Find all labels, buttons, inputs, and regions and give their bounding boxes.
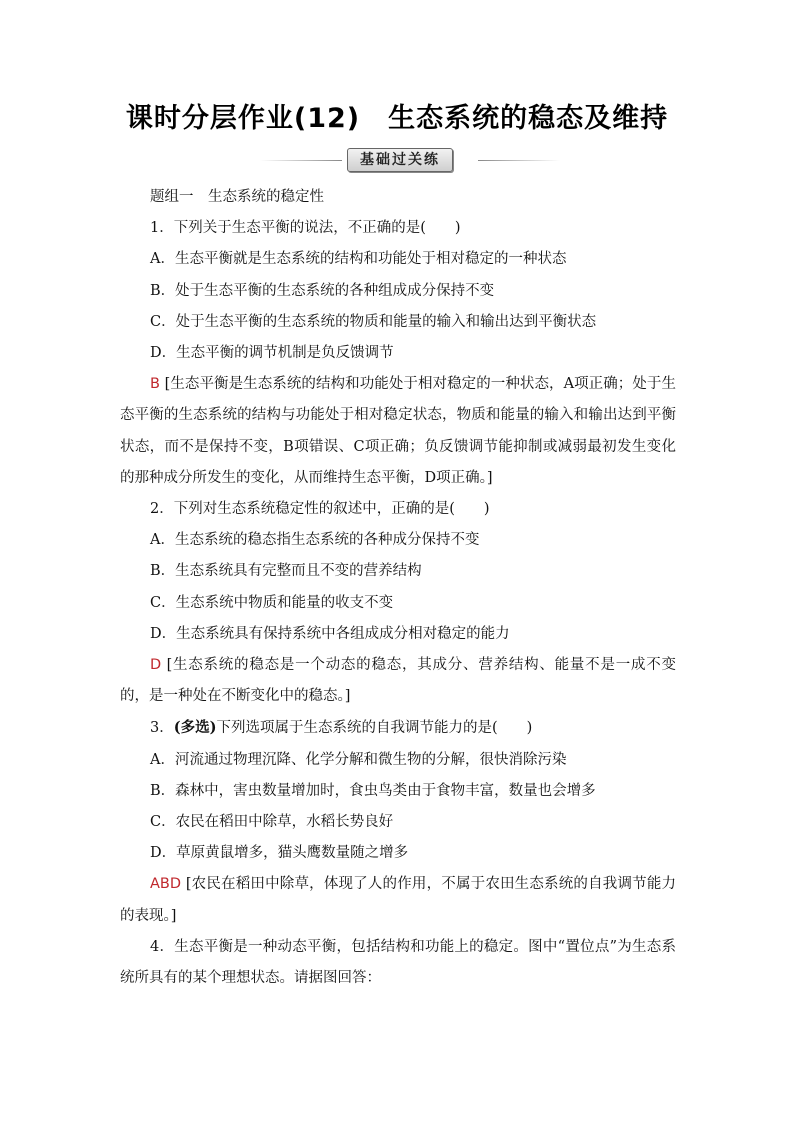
question-3-option-d: D．草原黄鼠增多，猫头鹰数量随之增多 [150,845,409,862]
question-3-stem [120,712,676,744]
question-2-stem: 2．下列对生态系统稳定性的叙述中，正确的是( ) [150,501,490,518]
section-banner [260,146,560,174]
question-3-answer-block [120,869,676,931]
divider-left [260,160,342,161]
question-1-answer: B [150,376,160,393]
worksheet-content [120,182,676,994]
question-2-answer: D [150,657,162,674]
question-3-option-b: B．森林中，害虫数量增加时，食虫鸟类由于食物丰富，数量也会增多 [150,782,596,799]
divider-right [478,160,560,161]
question-3-explanation: [农民在稻田中除草，体现了人的作用，不属于农田生态系统的自我调节能力的表现。] [120,876,677,924]
section-badge: 基础过关练 [347,148,453,172]
question-1-explanation: [生态平衡是生态系统的结构和功能处于相对稳定的一种状态，A项正确；处于生态平衡的生态系统的结构与功能处于相对稳定状态，物质和能量的输入和输出达到平衡状态，而不是保持不变，B项错误、C项正确；负反馈调节能抑制或减弱最初发生变化的那种成分所发生的变化，从而维持生态平衡，D项正确。] [120,376,676,486]
question-3-answer: ABD [150,876,182,893]
question-3-stem-text: 下列选项属于生态系统的自我调节能力的是( ) [216,720,533,737]
page-title: 课时分层作业(12) 生态系统的稳态及维持 [125,103,669,134]
question-1-answer-block [120,369,676,494]
question-1-option-c: C．处于生态平衡的生态系统的物质和能量的输入和输出达到平衡状态 [150,313,597,330]
question-2-answer-block [120,650,676,712]
question-1-stem: 1．下列关于生态平衡的说法，不正确的是( ) [150,220,461,237]
question-3-multi-tag: (多选) [173,719,217,737]
question-1-option-d: D．生态平衡的调节机制是负反馈调节 [150,345,394,362]
question-4-stem: 4．生态平衡是一种动态平衡，包括结构和功能上的稳定。图中“置位点”为生态系统所具有的某个理想状态。请据图回答： [120,938,676,987]
question-3-option-a: A．河流通过物理沉降、化学分解和微生物的分解，很快消除污染 [150,751,567,768]
group-heading: 题组一 生态系统的稳定性 [150,189,324,205]
question-2-option-d: D．生态系统具有保持系统中各组成成分相对稳定的能力 [150,625,510,642]
question-2-explanation: [生态系统的稳态是一个动态的稳态，其成分、营养结构、能量不是一成不变的，是一种处在不断变化中的稳态。] [120,657,677,705]
question-3-number: 3． [150,720,174,737]
question-2-option-a: A．生态系统的稳态指生态系统的各种成分保持不变 [150,532,480,549]
question-2-option-c: C．生态系统中物质和能量的收支不变 [150,594,394,611]
question-3-option-c: C．农民在稻田中除草，水稻长势良好 [150,814,394,831]
question-2-option-b: B．生态系统具有完整而且不变的营养结构 [150,563,422,580]
question-1-option-b: B．处于生态平衡的生态系统的各种组成成分保持不变 [150,282,495,299]
question-1-option-a: A．生态平衡就是生态系统的结构和功能处于相对稳定的一种状态 [150,251,567,268]
